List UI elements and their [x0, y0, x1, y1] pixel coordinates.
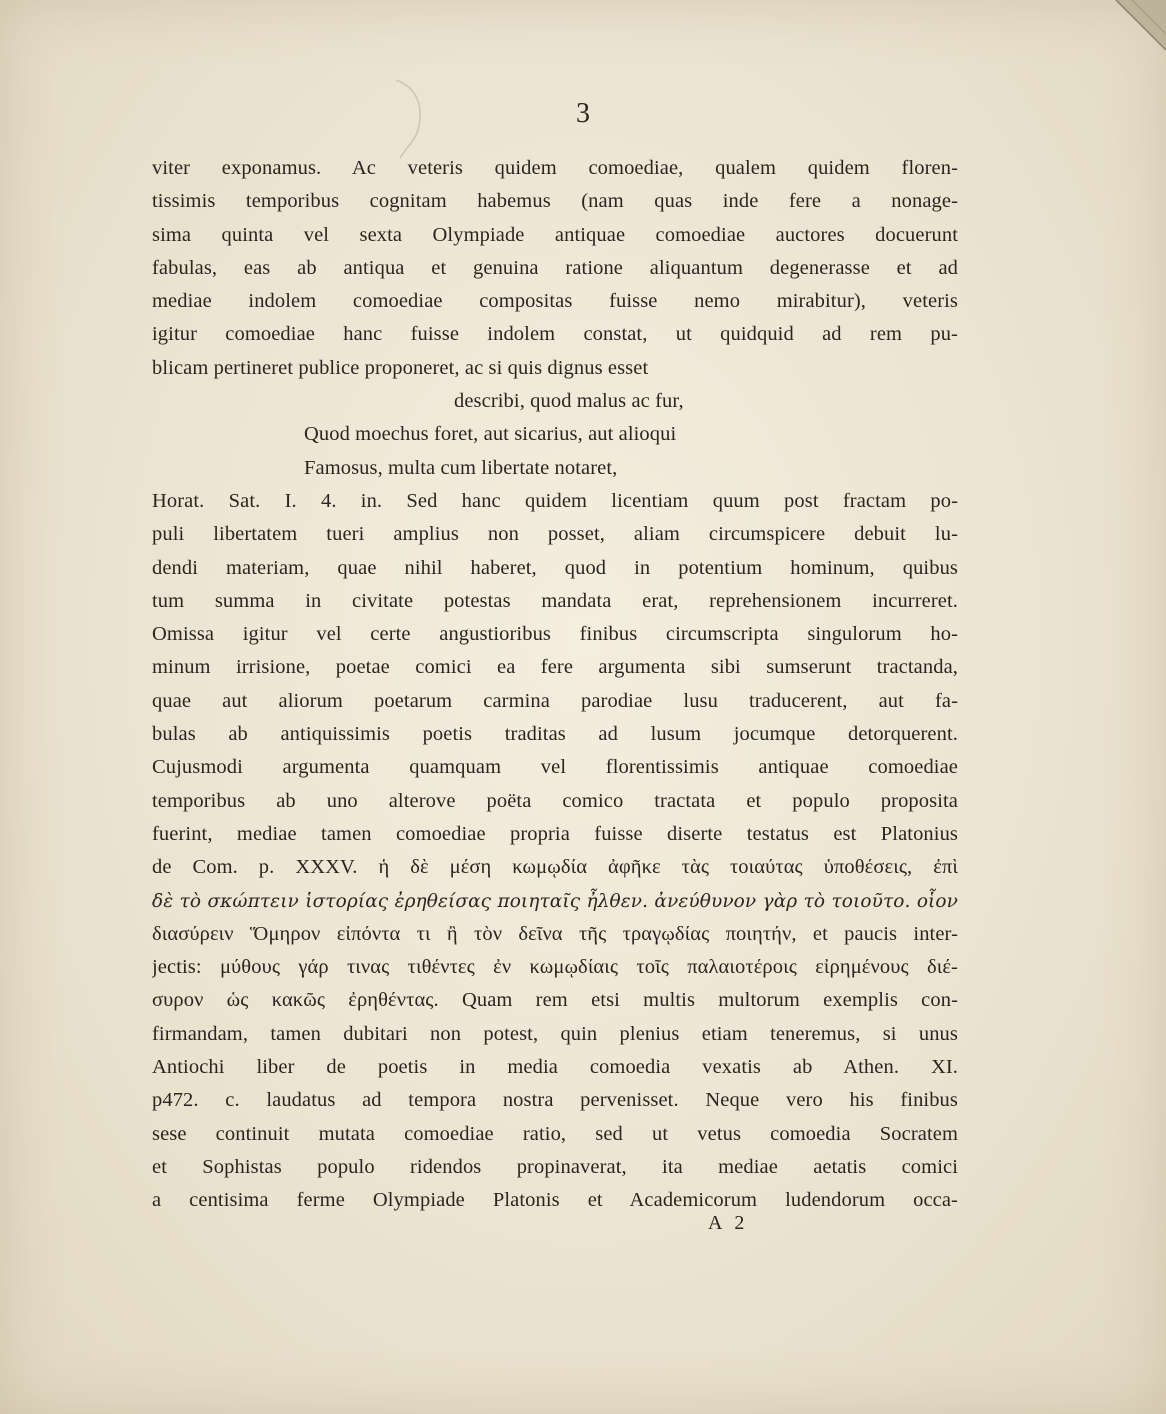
text-line-greek: δὲ τὸ σκώπτειν ἱστορίας ἐρηθείσας ποιηταῖς ἦλθεν. ἀνεύθυνον γὰρ τὸ τοιοῦτο. οἷον: [152, 890, 958, 912]
text-line: igitur comoediae hanc fuisse indolem constat, ut quidquid ad rem pu-: [152, 323, 958, 346]
text-line: fabulas, eas ab antiqua et genuina ratione aliquantum degenerasse et ad: [152, 256, 958, 279]
text-line: p472. c. laudatus ad tempora nostra pervenisset. Neque vero his finibus: [152, 1089, 958, 1112]
text-line: minum irrisione, poetae comici ea fere argumenta sibi sumserunt tractanda,: [152, 656, 958, 679]
text-line-greek: διασύρειν Ὅμηρον εἰπόντα τι ἢ τὸν δεῖνα τῆς τραγῳδίας ποιητήν, et paucis inter-: [152, 922, 958, 945]
text-line: Horat. Sat. I. 4. in. Sed hanc quidem licentiam quum post fractam po-: [152, 489, 958, 512]
text-line: tum summa in civitate potestas mandata erat, reprehensionem incurreret.: [152, 589, 958, 612]
text-line: blicam pertineret publice proponeret, ac si quis dignus esset: [152, 356, 649, 379]
signature-mark: A 2: [708, 1212, 749, 1234]
text-line: bulas ab antiquissimis poetis traditas ad lusum jocumque detorquerent.: [152, 723, 958, 746]
main-text: [152, 152, 958, 1218]
page-corner-fold: [1096, 0, 1166, 70]
text-line-greek: συρον ὡς κακῶς ἐρηθέντας. Quam rem etsi multis multorum exemplis con-: [152, 989, 958, 1012]
verse-line: describi, quod malus ac fur,: [454, 390, 684, 413]
text-line-greek: jectis: μύθους γάρ τινας τιθέντες ἐν κωμῳδίαις τοῖς παλαιοτέροις εἰρημένους διέ-: [152, 956, 958, 979]
text-line: viter exponamus. Ac veteris quidem comoediae, qualem quidem floren-: [152, 157, 958, 179]
text-line: Antiochi liber de poetis in media comoedia vexatis ab Athen. XI.: [152, 1056, 958, 1079]
text-line: puli libertatem tueri amplius non posset, aliam circumspicere debuit lu-: [152, 523, 958, 546]
text-line: dendi materiam, quae nihil haberet, quod in potentium hominum, quibus: [152, 556, 958, 579]
text-line: a centisima ferme Olympiade Platonis et Academicorum ludendorum occa-: [152, 1189, 958, 1212]
text-line-greek: de Com. p. XXXV. ἡ δὲ μέση κωμῳδία ἀφῆκε τὰς τοιαύτας ὑποθέσεις, ἐπὶ: [152, 856, 958, 879]
text-line: et Sophistas populo ridendos propinaverat, ita mediae aetatis comici: [152, 1155, 958, 1178]
text-line: firmandam, tamen dubitari non potest, quin plenius etiam teneremus, si unus: [152, 1022, 958, 1045]
text-line: Cujusmodi argumenta quamquam vel florentissimis antiquae comoediae: [152, 756, 958, 779]
text-line: quae aut aliorum poetarum carmina parodiae lusu traducerent, aut fa-: [152, 689, 958, 712]
text-line: tissimis temporibus cognitam habemus (nam quas inde fere a nonage-: [152, 190, 958, 213]
verse-line: Famosus, multa cum libertate notaret,: [304, 456, 618, 479]
text-line: sese continuit mutata comoediae ratio, sed ut vetus comoedia Socratem: [152, 1122, 958, 1145]
text-line: mediae indolem comoediae compositas fuisse nemo mirabitur), veteris: [152, 290, 958, 313]
text-line: Omissa igitur vel certe angustioribus finibus circumscripta singulorum ho-: [152, 623, 958, 646]
text-line: fuerint, mediae tamen comoediae propria fuisse diserte testatus est Platonius: [152, 822, 958, 845]
text-line: temporibus ab uno alterove poëta comico tractata et populo proposita: [152, 789, 958, 812]
verse-line: Quod moechus foret, aut sicarius, aut alioqui: [304, 423, 677, 446]
text-line: sima quinta vel sexta Olympiade antiquae comoediae auctores docuerunt: [152, 223, 958, 246]
page-number: 3: [576, 98, 590, 129]
